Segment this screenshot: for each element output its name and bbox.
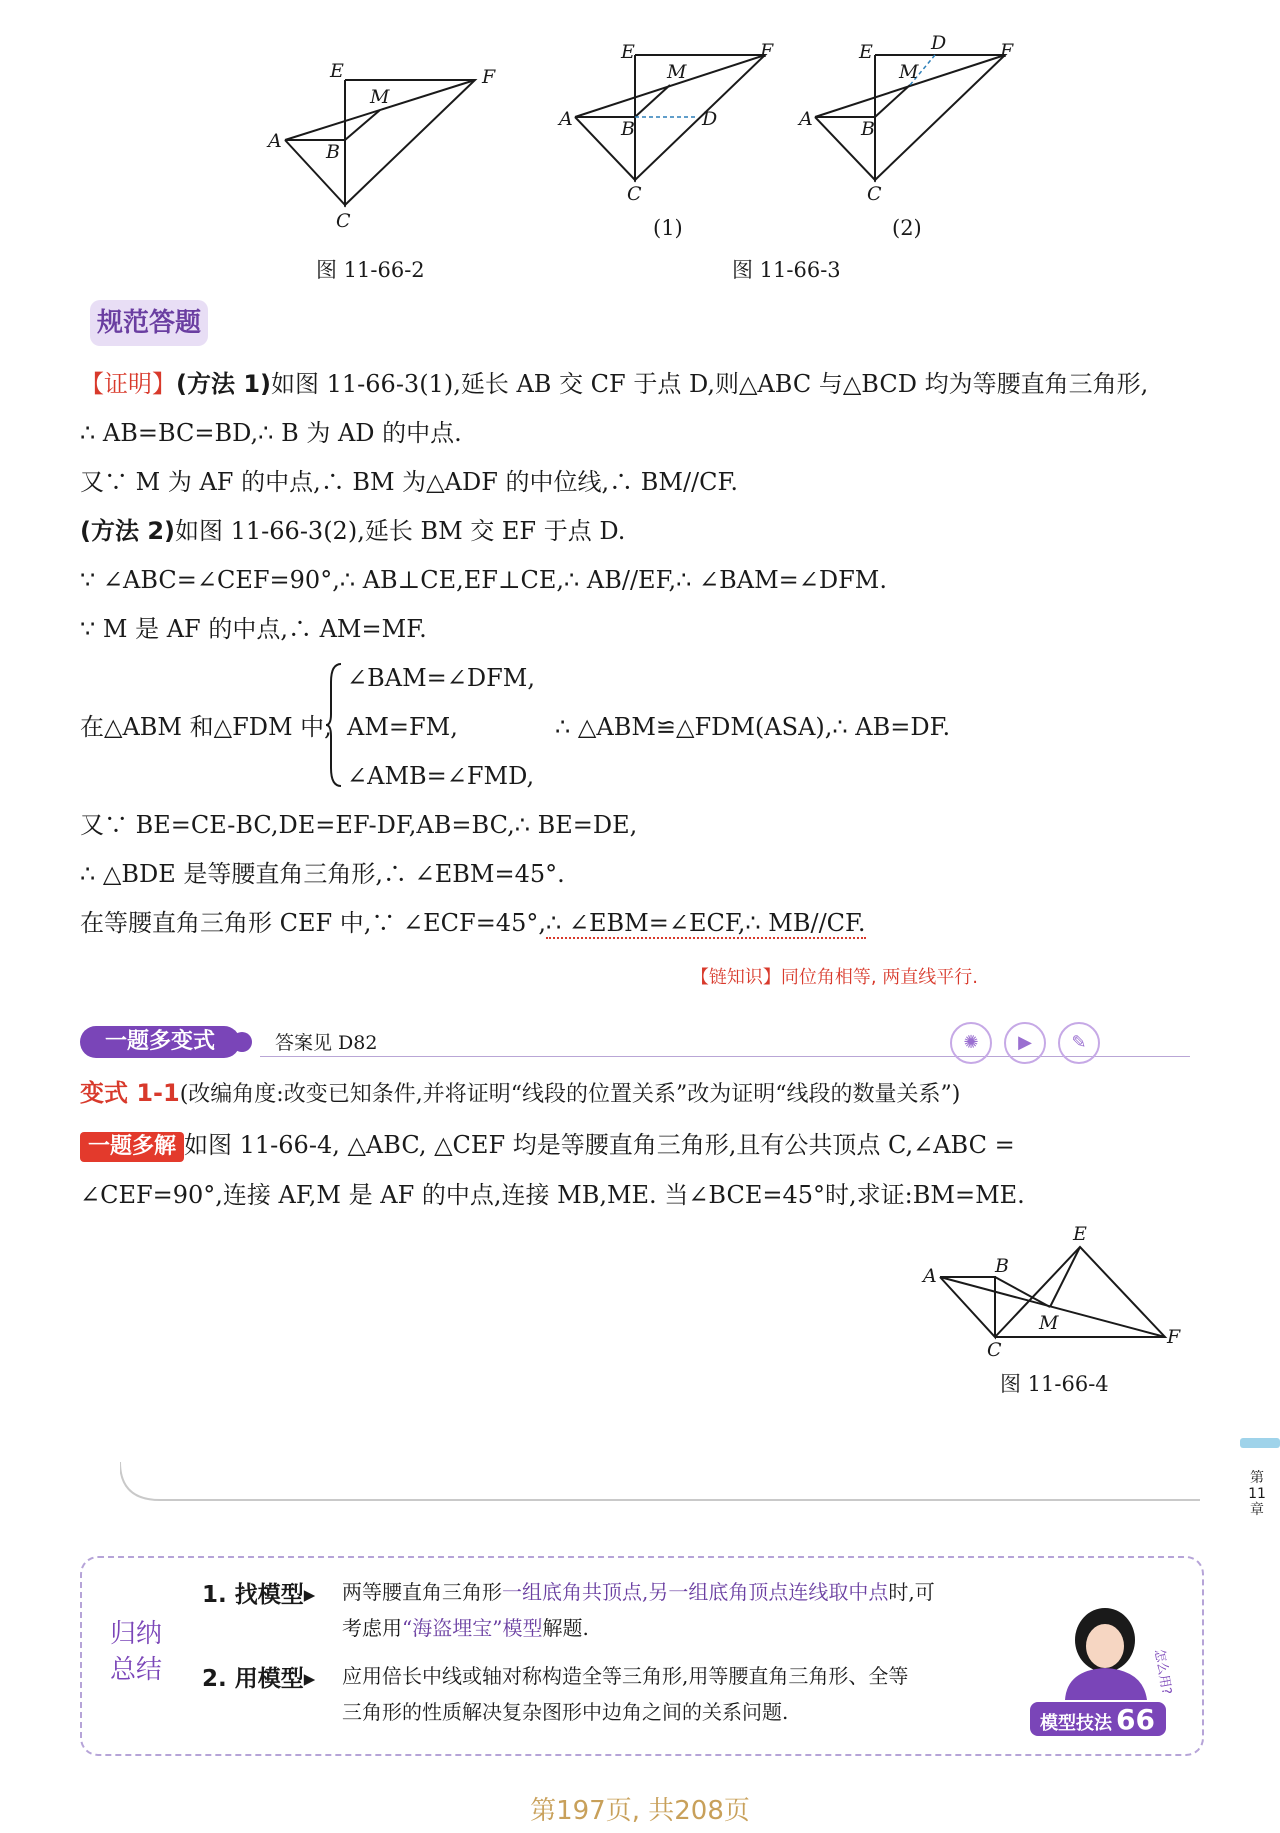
- summary-item-1-f: 解题.: [542, 1616, 589, 1640]
- label-E: E: [621, 41, 635, 63]
- proof-line-1-text: 如图 11-66-3(1),延长 AB 交 CF 于点 D,则△ABC 与△BCD 均为等腰直角三角形,: [271, 370, 1149, 398]
- proof-line-10: [80, 908, 866, 938]
- variant-question-1: 如图 11-66-4, △ABC, △CEF 均是等腰直角三角形,且有公共顶点 C,∠ABC =: [184, 1131, 1015, 1159]
- label-A: A: [923, 1265, 937, 1287]
- label-B: B: [861, 118, 875, 140]
- fig3-caption: 图 11-66-3: [732, 258, 841, 282]
- figure-11-66-2: [260, 55, 500, 235]
- variant-bar-label: 一题多变式: [80, 1026, 240, 1058]
- multi-solution-tag: 一题多解: [80, 1132, 184, 1162]
- proof-line-4: [80, 516, 625, 546]
- lightbulb-icon[interactable]: ✺: [950, 1022, 992, 1064]
- avatar: [1055, 1600, 1175, 1700]
- label-E: E: [1073, 1223, 1087, 1245]
- figure-11-66-3-1: [555, 35, 785, 205]
- section-title: 规范答题: [96, 308, 201, 338]
- label-F: F: [1167, 1326, 1181, 1348]
- label-A: A: [268, 130, 282, 152]
- label-B: B: [995, 1255, 1009, 1277]
- label-F: F: [760, 40, 774, 62]
- fig2-caption: 图 11-66-2: [316, 258, 425, 282]
- method-2-label: (方法 2): [80, 517, 175, 545]
- system-result: ∴ △ABM≌△FDM(ASA),∴ AB=DF.: [555, 713, 951, 741]
- label-D: D: [702, 108, 718, 130]
- label-C: C: [627, 183, 642, 205]
- label-F: F: [482, 66, 496, 88]
- summary-item-2-line-1: 应用倍长中线或轴对称构造全等三角形,用等腰直角三角形、全等: [342, 1664, 909, 1688]
- label-C: C: [336, 210, 351, 232]
- summary-item-1-heading: 1. 找模型▸: [202, 1582, 316, 1608]
- variant-bar-dot: [232, 1032, 252, 1052]
- method-1-label: (方法 1): [176, 370, 271, 398]
- proof-line-3: 又∵ M 为 AF 的中点,∴ BM 为△ADF 的中位线,∴ BM//CF.: [80, 468, 739, 496]
- answer-reference: 答案见 D82: [275, 1032, 378, 1054]
- variant-bar-rule: [260, 1056, 1190, 1057]
- label-E: E: [859, 41, 873, 63]
- proof-tag: 【证明】: [80, 370, 176, 398]
- fig4-caption: 图 11-66-4: [1000, 1372, 1109, 1396]
- fig3-sub1: (1): [653, 216, 683, 240]
- proof-line-10-b: ∴ ∠EBM=∠ECF,∴ MB//CF.: [545, 909, 866, 937]
- label-F: F: [1000, 40, 1014, 62]
- fig3-sub2: (2): [892, 216, 922, 240]
- proof-line-4-text: 如图 11-66-3(2),延长 BM 交 EF 于点 D.: [175, 517, 626, 545]
- label-C: C: [867, 183, 882, 205]
- variant-bar: [80, 1022, 1200, 1062]
- variant-title: [80, 1078, 960, 1110]
- proof-line-6: ∵ M 是 AF 的中点,∴ AM=MF.: [80, 615, 427, 643]
- summary-item-1-d: 考虑用: [342, 1616, 402, 1640]
- summary-item-2-heading: 2. 用模型▸: [202, 1666, 316, 1692]
- summary-title: 归纳总结: [110, 1619, 163, 1685]
- play-icon[interactable]: ▶: [1004, 1022, 1046, 1064]
- model-badge-number: 66: [1116, 1703, 1155, 1736]
- label-A: A: [799, 108, 813, 130]
- system-eq-1: ∠BAM=∠DFM,: [347, 664, 535, 692]
- system-eq-2: AM=FM,: [347, 713, 458, 741]
- summary-item-2-line-2: 三角形的性质解决复杂图形中边角之间的关系问题.: [342, 1700, 789, 1724]
- summary-item-1-a: 两等腰直角三角形: [342, 1580, 502, 1604]
- variant-tag: 变式 1-1: [80, 1079, 180, 1107]
- label-M: M: [1039, 1312, 1059, 1334]
- label-B: B: [621, 118, 635, 140]
- system-eq-3: ∠AMB=∠FMD,: [347, 762, 535, 790]
- proof-line-9: ∴ △BDE 是等腰直角三角形,∴ ∠EBM=45°.: [80, 860, 565, 888]
- label-A: A: [559, 108, 573, 130]
- summary-item-1-b: 一组底角共顶点,另一组底角顶点连线取中点: [502, 1580, 889, 1604]
- summary-item-1-line-2: [342, 1614, 589, 1642]
- chapter-tab-label: 第11章: [1248, 1470, 1266, 1518]
- figure-11-66-4: [915, 1222, 1195, 1362]
- label-M: M: [899, 61, 919, 83]
- proof-line-2: ∴ AB=BC=BD,∴ B 为 AD 的中点.: [80, 419, 462, 447]
- variant-title-text: (改编角度:改变已知条件,并将证明“线段的位置关系”改为证明“线段的数量关系”): [179, 1082, 961, 1107]
- proof-line-10-a: 在等腰直角三角形 CEF 中,∵ ∠ECF=45°,: [80, 909, 546, 937]
- label-D: D: [931, 35, 947, 54]
- speech-text: 怎么用?: [1151, 1648, 1174, 1696]
- knowledge-note: 【链知识】同位角相等, 两直线平行.: [690, 967, 978, 988]
- label-C: C: [987, 1339, 1002, 1361]
- variant-question-line-1: [80, 1130, 1015, 1162]
- summary-item-1-line-1: [342, 1578, 935, 1606]
- model-badge-label: 模型技法: [1040, 1713, 1112, 1734]
- section-separator: [120, 1460, 1200, 1504]
- page-footer: 第197页, 共208页: [530, 1796, 750, 1826]
- summary-item-1-c: 时,可: [888, 1580, 935, 1604]
- proof-line-8: 又∵ BE=CE-BC,DE=EF-DF,AB=BC,∴ BE=DE,: [80, 811, 638, 839]
- label-B: B: [326, 141, 340, 163]
- system-brace: [325, 662, 343, 788]
- section-badge: [90, 300, 208, 346]
- summary-item-1-e: “海盗埋宝”模型: [402, 1616, 543, 1640]
- pencil-icon[interactable]: ✎: [1058, 1022, 1100, 1064]
- chapter-tab-marker: [1240, 1438, 1280, 1448]
- proof-line-1: [80, 369, 1148, 399]
- variant-question-line-2: ∠CEF=90°,连接 AF,M 是 AF 的中点,连接 MB,ME. 当∠BCE=45°时,求证:BM=ME.: [80, 1181, 1025, 1209]
- model-badge: [1030, 1702, 1166, 1736]
- label-M: M: [370, 86, 390, 108]
- label-M: M: [667, 61, 687, 83]
- figure-11-66-3-2: [795, 35, 1025, 205]
- system-prefix: 在△ABM 和△FDM 中,: [80, 713, 332, 741]
- proof-line-5: ∵ ∠ABC=∠CEF=90°,∴ AB⊥CE,EF⊥CE,∴ AB//EF,∴ ∠BAM=∠DFM.: [80, 566, 887, 594]
- label-E: E: [330, 60, 344, 82]
